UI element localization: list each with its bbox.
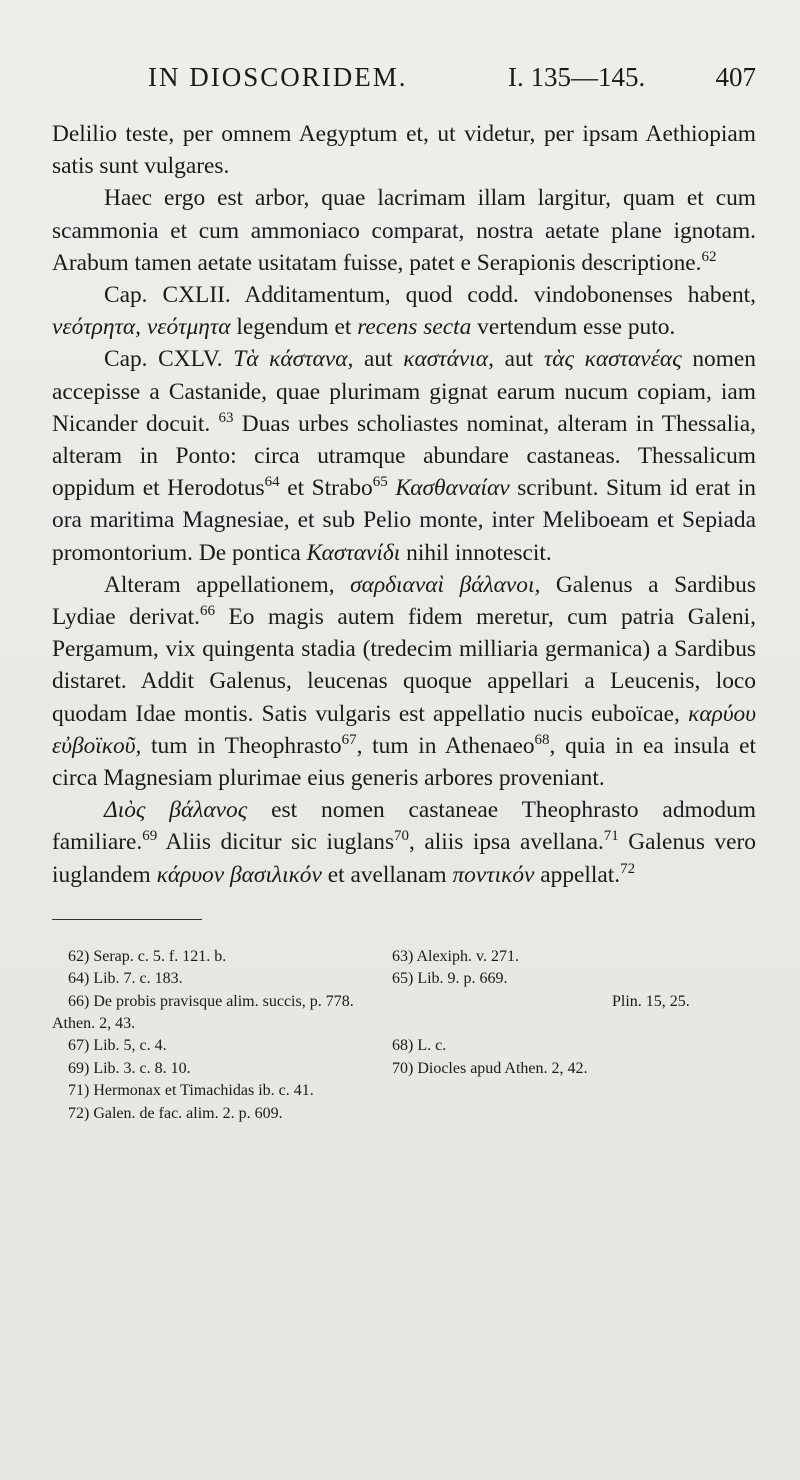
footnote: 71) Hermonax et Timachidas ib. c. 41. <box>68 1082 314 1100</box>
text-run: Galenus a Sardibus Lydiae derivat. <box>52 571 756 631</box>
text-run: , tum in Athenaeo <box>356 732 535 759</box>
footnote-row <box>52 991 756 1013</box>
greek-term: κάρυον βασιλικόν <box>156 861 322 888</box>
footnote-ref: 70 <box>394 828 410 845</box>
footnote: 65) Lib. 9. p. 669. <box>392 970 508 988</box>
footnote-row <box>52 1013 756 1035</box>
footnote: Plin. 15, 25. <box>612 992 690 1010</box>
page-number: 407 <box>715 62 756 92</box>
footnote: 62) Serap. c. 5. f. 121. b. <box>68 947 227 965</box>
footnote-ref: 65 <box>372 474 388 491</box>
paragraph <box>52 794 756 891</box>
text-run: appellat. <box>534 861 621 888</box>
footnote-ref: 68 <box>534 732 550 749</box>
text-run: Aliis dicitur sic iuglans <box>157 829 395 856</box>
footnote-ref: 62 <box>701 249 717 266</box>
footnote-row <box>52 968 756 990</box>
greek-term: recens secta <box>357 314 472 341</box>
greek-term: τὰς καστανέας <box>543 346 682 373</box>
footnote-row <box>52 1103 756 1125</box>
text-run: legendum et <box>230 314 358 341</box>
greek-term: Διὸς βάλανος <box>104 797 248 824</box>
greek-term: σαρδιαναὶ βάλανοι, <box>350 571 541 598</box>
greek-term: καστάνια, <box>403 346 494 373</box>
text-run: , aliis ipsa avellana. <box>409 829 604 856</box>
footnote: 66) De probis pravisque alim. succis, p. 778. <box>68 992 354 1010</box>
footnote-row <box>52 1058 756 1080</box>
text-run: et Strabo <box>279 475 373 502</box>
running-header <box>52 62 756 102</box>
text-run: aut <box>493 346 544 373</box>
paragraph <box>52 569 756 794</box>
footnote-continuation: Athen. 2, 43. <box>52 1015 136 1033</box>
text-run: vertendum esse puto. <box>471 314 676 341</box>
footnote: 70) Diocles apud Athen. 2, 42. <box>392 1059 588 1077</box>
chapter-range: I. 135—145. <box>508 62 646 92</box>
text-run: tum in Theophrasto <box>141 732 342 759</box>
footnote-ref: 69 <box>142 828 158 845</box>
footnote-row <box>52 1035 756 1057</box>
footnote-row <box>52 946 756 968</box>
text-run: Duas urbes scholiastes nominat, alteram in Thessalia, alteram in Ponto: circa utramque abundare castaneas. Thessalicum oppidum et Herodotus <box>52 410 756 502</box>
paragraph <box>52 118 756 182</box>
footnote: 68) L. c. <box>392 1037 447 1055</box>
text-run: , quia in ea insula et circa Magnesiam plurimae eius generis arbores proveniant. <box>52 732 756 792</box>
footnote-ref: 64 <box>264 474 280 491</box>
paragraph <box>52 279 756 343</box>
footnote: 72) Galen. de fac. alim. 2. p. 609. <box>68 1104 283 1122</box>
footnote: 64) Lib. 7. c. 183. <box>68 970 183 988</box>
text-run: Delilio teste, per omnem Aegyptum et, ut videtur, per ipsam Aethiopiam satis sunt vulgares. <box>52 121 756 180</box>
greek-term: νεότρητα, νεότμητα <box>52 314 231 341</box>
text-run: Cap. CXLII. Additamentum, quod codd. vindobonenses habent, <box>104 282 756 309</box>
paragraph <box>52 182 756 279</box>
text-run: Galenus vero iuglandem <box>52 829 756 888</box>
footnote: 63) Alexiph. v. 271. <box>392 947 519 965</box>
greek-term: ποντικόν <box>452 861 535 888</box>
footnotes <box>52 946 756 1125</box>
footnote-ref: 72 <box>620 860 636 877</box>
text-run: Cap. CXLV. <box>104 346 234 373</box>
footnote: 67) Lib. 5, c. 4. <box>68 1037 167 1055</box>
footnote: 69) Lib. 3. c. 8. 10. <box>68 1059 191 1077</box>
footnote-row <box>52 1080 756 1102</box>
greek-term: Τὰ κάστανα, <box>233 346 354 373</box>
text-run: nihil innotescit. <box>400 539 552 566</box>
text-run: Haec ergo est arbor, quae lacrimam illam largitur, quam et cum scammonia et cum ammoniaco comparat, nostra aetate plane ignotam. Arabum tamen aetate usitatam fuisse, patet e Serapionis descriptione. <box>52 185 756 276</box>
text-run: aut <box>353 346 404 373</box>
footnote-ref: 63 <box>218 410 234 427</box>
text-run: est nomen castaneae Theophrasto admodum familiare. <box>52 797 756 856</box>
greek-term: Καστανίδι <box>306 539 401 566</box>
footnote-ref: 71 <box>603 828 619 845</box>
text-run: et avellanam <box>321 861 453 888</box>
footnote-rule <box>52 919 202 920</box>
text-run: Alteram appellationem, <box>104 571 351 598</box>
greek-term: Κασθαναίαν <box>395 475 510 502</box>
text-run: scribunt. Situm id erat in ora maritima Magnesiae, et sub Pelio monte, inter Meliboeam et Sepiada promontorium. De pontica <box>52 475 757 566</box>
text-run: Eo magis autem fidem meretur, cum patria Galeni, Pergamum, vix quingenta stadia (tredecim milliaria germanica) a Sardibus distaret. Addit Galenus, leucenas quoque appellari a Leucenis, loco quodam Idae montis. Satis vulgaris est appellatio nucis euboïcae, <box>52 604 756 727</box>
footnote-ref: 66 <box>199 603 215 620</box>
body-text <box>52 118 756 891</box>
greek-term: καρύου εὐβοϊκοῦ, <box>52 700 756 759</box>
text-run: nomen accepisse a Castanide, quae plurimam gignat earum nucum copiam, iam Nicander docuit. <box>52 346 757 437</box>
running-title: IN DIOSCORIDEM. <box>148 62 408 92</box>
footnote-ref: 67 <box>341 732 357 749</box>
paragraph <box>52 343 756 568</box>
